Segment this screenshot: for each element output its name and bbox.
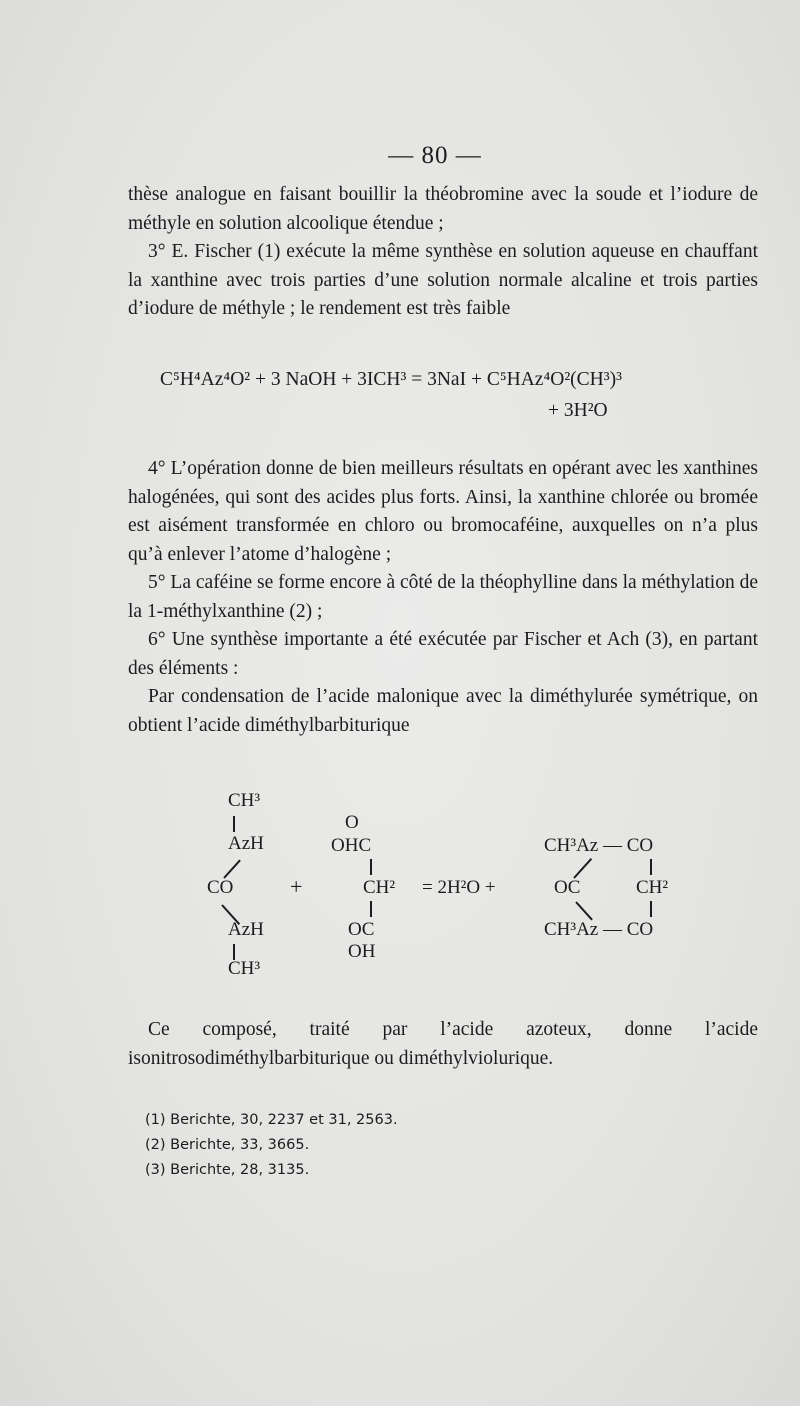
footnote-2: (2) Berichte, 33, 3665. <box>145 1137 310 1153</box>
product-oc: OC <box>554 877 581 898</box>
bond <box>573 858 592 879</box>
paragraph-method-5: 5° La caféine se forme encore à côté de la théophylline dans la méthylation de la 1-méthylxanthine (2) ; <box>128 572 758 622</box>
paragraph-method-6: 6° Une synthèse importante a été exécutée par Fischer et Ach (3), en partant des éléments : <box>128 629 758 679</box>
malonic-ohc: OHC <box>331 835 372 856</box>
footnote-3: (3) Berichte, 28, 3135. <box>145 1162 310 1178</box>
bond <box>223 859 241 878</box>
bond <box>233 816 235 832</box>
bond <box>650 901 652 917</box>
paragraph-condensation: Par condensation de l’acide malonique avec la diméthylurée symétrique, on obtient l’acide diméthylbarbiturique <box>128 686 758 736</box>
malonic-oc: OC <box>348 919 375 940</box>
malonic-o-top: O <box>345 812 359 833</box>
bond <box>370 859 372 875</box>
text-block-bottom <box>128 1016 758 1073</box>
equation-line-1: C⁵H⁴Az⁴O² + 3 NaOH + 3ICH³ = 3NaI + C⁵HAz⁴O²(CH³)³ <box>160 369 622 390</box>
paragraph-continuation: thèse analogue en faisant bouillir la théobromine avec la soude et l’iodure de méthyle en solution alcoolique étendue ; <box>128 184 758 234</box>
plus-sign: + <box>290 874 303 899</box>
equation-line-2: + 3H²O <box>548 400 608 421</box>
urea-ch3-bottom: CH³ <box>228 958 261 979</box>
bond <box>370 901 372 917</box>
paragraph-method-3: 3° E. Fischer (1) exécute la même synthèse en solution aqueuse en chauffant la xanthine avec trois parties d’une solution normale alcaline et trois parties d’iodure de méthyle ; le rendement est très faible <box>128 241 758 319</box>
urea-azh-top: AzH <box>228 833 264 854</box>
product-ch2: CH² <box>636 877 669 898</box>
urea-co: CO <box>207 877 234 898</box>
footnote-1: (1) Berichte, 30, 2237 et 31, 2563. <box>145 1112 398 1128</box>
product-ch3az-top: CH³Az — CO <box>544 835 654 856</box>
equals-water: = 2H²O + <box>422 877 496 898</box>
bond <box>575 901 593 920</box>
urea-azh-bottom: AzH <box>228 919 264 940</box>
urea-ch3-top: CH³ <box>228 790 261 811</box>
text-block-top <box>128 181 758 324</box>
bond <box>650 859 652 875</box>
paragraph-method-4: 4° L’opération donne de bien meilleurs résultats en opérant avec les xanthines halogénées, qui sont des acides plus forts. Ainsi, la xanthine chlorée ou bromée est aisément transformée en chloro ou bromocaféine, auxquelles on n’a plus qu’à enlever l’atome d’halogène ; <box>128 458 758 565</box>
page-number: — 80 — <box>388 142 482 169</box>
footnotes <box>145 1108 398 1183</box>
malonic-ch2: CH² <box>363 877 396 898</box>
paragraph-nitrous-acid: Ce composé, traité par l’acide azoteux, donne l’acide isonitrosodiméthylbarbiturique ou diméthylviolurique. <box>128 1019 758 1069</box>
product-ch3az-bottom: CH³Az — CO <box>544 919 654 940</box>
malonic-oh: OH <box>348 941 376 962</box>
text-block-middle <box>128 455 758 740</box>
